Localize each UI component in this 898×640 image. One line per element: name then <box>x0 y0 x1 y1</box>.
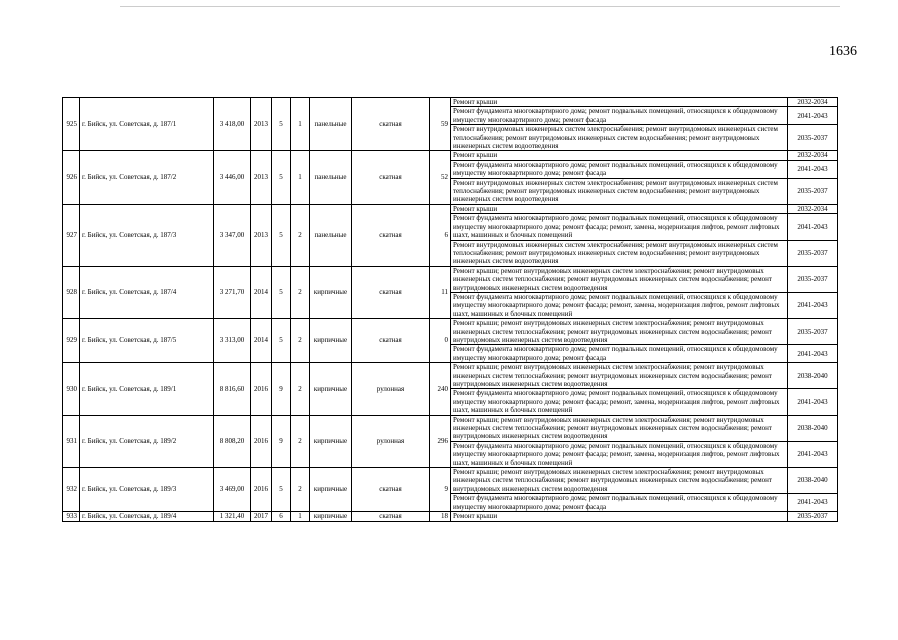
floors-cell: 5 <box>272 319 291 363</box>
period-cell: 2041-2043 <box>788 389 838 415</box>
year-cell: 2013 <box>251 204 272 266</box>
period-cell: 2038-2040 <box>788 363 838 389</box>
work-description-cell: Ремонт фундамента многоквартирного дома; ремонт подвальных помещений, относящихся к общедомовому имуществу многоквартирного дома; ремонт фасада; ремонт, замена, модернизация лифтов, ремонт лифтовых шахт, машинных и блочных помещений <box>451 389 788 415</box>
row-number: 933 <box>63 512 80 521</box>
roof-type-cell: скатная <box>352 319 430 363</box>
wall-material-cell: панельные <box>310 151 352 204</box>
address-cell: г. Бийск, ул. Советская, д. 189/4 <box>80 512 214 521</box>
work-description-cell: Ремонт крыши <box>451 151 788 160</box>
work-description-cell: Ремонт крыши <box>451 98 788 107</box>
period-cell: 2038-2040 <box>788 468 838 494</box>
entrances-cell: 2 <box>291 468 310 512</box>
row-number: 925 <box>63 98 80 151</box>
area-cell: 1 321,40 <box>214 512 251 521</box>
residents-cell: 9 <box>430 468 451 512</box>
period-cell: 2041-2043 <box>788 107 838 125</box>
address-cell: г. Бийск, ул. Советская, д. 187/3 <box>80 204 214 266</box>
work-description-cell: Ремонт фундамента многоквартирного дома; ремонт подвальных помещений, относящихся к общедомовому имуществу многоквартирного дома; ремонт фасада <box>451 160 788 178</box>
roof-type-cell: скатная <box>352 512 430 521</box>
address-cell: г. Бийск, ул. Советская, д. 187/2 <box>80 151 214 204</box>
row-number: 928 <box>63 266 80 318</box>
roof-type-cell: скатная <box>352 468 430 512</box>
table-row <box>63 266 838 292</box>
row-number: 932 <box>63 468 80 512</box>
year-cell: 2013 <box>251 151 272 204</box>
entrances-cell: 1 <box>291 512 310 521</box>
wall-material-cell: панельные <box>310 98 352 151</box>
wall-material-cell: кирпичные <box>310 363 352 415</box>
residents-cell: 52 <box>430 151 451 204</box>
work-description-cell: Ремонт крыши; ремонт внутридомовых инженерных систем электроснабжения; ремонт внутридомовых инженерных систем теплоснабжения; ремонт внутридомовых инженерных систем водоснабжения; ремонт внутридомовых инженерных систем водоотведения <box>451 363 788 389</box>
floors-cell: 5 <box>272 468 291 512</box>
work-description-cell: Ремонт фундамента многоквартирного дома; ремонт подвальных помещений, относящихся к общедомовому имуществу многоквартирного дома; ремонт фасада <box>451 494 788 512</box>
table-row <box>63 98 838 107</box>
address-cell: г. Бийск, ул. Советская, д. 187/1 <box>80 98 214 151</box>
table-row <box>63 151 838 160</box>
floors-cell: 5 <box>272 98 291 151</box>
period-cell: 2035-2037 <box>788 240 838 266</box>
roof-type-cell: скатная <box>352 204 430 266</box>
work-description-cell: Ремонт крыши <box>451 204 788 213</box>
area-cell: 8 808,20 <box>214 415 251 467</box>
roof-type-cell: скатная <box>352 151 430 204</box>
residents-cell: 240 <box>430 363 451 415</box>
period-cell: 2032-2034 <box>788 151 838 160</box>
period-cell: 2041-2043 <box>788 160 838 178</box>
wall-material-cell: кирпичные <box>310 415 352 467</box>
floors-cell: 6 <box>272 512 291 521</box>
row-number: 931 <box>63 415 80 467</box>
entrances-cell: 1 <box>291 151 310 204</box>
period-cell: 2035-2037 <box>788 178 838 204</box>
area-cell: 8 816,60 <box>214 363 251 415</box>
year-cell: 2016 <box>251 363 272 415</box>
roof-type-cell: рулонная <box>352 415 430 467</box>
work-description-cell: Ремонт фундамента многоквартирного дома; ремонт подвальных помещений, относящихся к общедомовому имуществу многоквартирного дома; ремонт фасада; ремонт, замена, модернизация лифтов, ремонт лифтовых шахт, машинных и блочных помещений <box>451 292 788 318</box>
roof-type-cell: скатная <box>352 98 430 151</box>
work-description-cell: Ремонт крыши; ремонт внутридомовых инженерных систем электроснабжения; ремонт внутридомовых инженерных систем теплоснабжения; ремонт внутридомовых инженерных систем водоснабжения; ремонт внутридомовых инженерных систем водоотведения <box>451 266 788 292</box>
period-cell: 2041-2043 <box>788 292 838 318</box>
address-cell: г. Бийск, ул. Советская, д. 187/4 <box>80 266 214 318</box>
period-cell: 2035-2037 <box>788 266 838 292</box>
table-row <box>63 319 838 345</box>
page-number: 1636 <box>829 44 857 59</box>
table-row <box>63 415 838 441</box>
work-description-cell: Ремонт фундамента многоквартирного дома; ремонт подвальных помещений, относящихся к общедомовому имуществу многоквартирного дома; ремонт фасада <box>451 345 788 363</box>
row-number: 930 <box>63 363 80 415</box>
address-cell: г. Бийск, ул. Советская, д. 187/5 <box>80 319 214 363</box>
floors-cell: 5 <box>272 204 291 266</box>
table-row <box>63 363 838 389</box>
period-cell: 2035-2037 <box>788 319 838 345</box>
roof-type-cell: скатная <box>352 266 430 318</box>
period-cell: 2041-2043 <box>788 441 838 467</box>
floors-cell: 9 <box>272 415 291 467</box>
residents-cell: 0 <box>430 319 451 363</box>
residents-cell: 6 <box>430 204 451 266</box>
year-cell: 2016 <box>251 468 272 512</box>
scan-artifact-line <box>120 6 840 7</box>
table-row <box>63 204 838 213</box>
entrances-cell: 2 <box>291 204 310 266</box>
area-cell: 3 313,00 <box>214 319 251 363</box>
year-cell: 2016 <box>251 415 272 467</box>
address-cell: г. Бийск, ул. Советская, д. 189/1 <box>80 363 214 415</box>
table-row <box>63 468 838 494</box>
wall-material-cell: кирпичные <box>310 319 352 363</box>
table-row <box>63 512 838 521</box>
residents-cell: 296 <box>430 415 451 467</box>
work-description-cell: Ремонт фундамента многоквартирного дома; ремонт подвальных помещений, относящихся к общедомовому имуществу многоквартирного дома; ремонт фасада; ремонт, замена, модернизация лифтов, ремонт лифтовых шахт, машинных и блочных помещений <box>451 214 788 240</box>
period-cell: 2038-2040 <box>788 415 838 441</box>
wall-material-cell: кирпичные <box>310 468 352 512</box>
capital-repair-table <box>62 97 838 522</box>
period-cell: 2041-2043 <box>788 214 838 240</box>
wall-material-cell: панельные <box>310 204 352 266</box>
year-cell: 2014 <box>251 319 272 363</box>
row-number: 926 <box>63 151 80 204</box>
address-cell: г. Бийск, ул. Советская, д. 189/2 <box>80 415 214 467</box>
work-description-cell: Ремонт крыши <box>451 512 788 521</box>
row-number: 929 <box>63 319 80 363</box>
wall-material-cell: кирпичные <box>310 512 352 521</box>
period-cell: 2035-2037 <box>788 125 838 151</box>
area-cell: 3 446,00 <box>214 151 251 204</box>
entrances-cell: 2 <box>291 415 310 467</box>
residents-cell: 18 <box>430 512 451 521</box>
work-description-cell: Ремонт фундамента многоквартирного дома; ремонт подвальных помещений, относящихся к общедомовому имуществу многоквартирного дома; ремонт фасада; ремонт, замена, модернизация лифтов, ремонт лифтовых шахт, машинных и блочных помещений <box>451 441 788 467</box>
work-description-cell: Ремонт внутридомовых инженерных систем электроснабжения; ремонт внутридомовых инженерных систем теплоснабжения; ремонт внутридомовых инженерных систем водоснабжения; ремонт внутридомовых инженерных систем водоотведения <box>451 178 788 204</box>
work-description-cell: Ремонт фундамента многоквартирного дома; ремонт подвальных помещений, относящихся к общедомовому имуществу многоквартирного дома; ремонт фасада <box>451 107 788 125</box>
period-cell: 2032-2034 <box>788 204 838 213</box>
period-cell: 2041-2043 <box>788 494 838 512</box>
period-cell: 2032-2034 <box>788 98 838 107</box>
table-body <box>63 98 838 522</box>
area-cell: 3 418,00 <box>214 98 251 151</box>
roof-type-cell: рулонная <box>352 363 430 415</box>
work-description-cell: Ремонт внутридомовых инженерных систем электроснабжения; ремонт внутридомовых инженерных систем теплоснабжения; ремонт внутридомовых инженерных систем водоснабжения; ремонт внутридомовых инженерных систем водоотведения <box>451 125 788 151</box>
address-cell: г. Бийск, ул. Советская, д. 189/3 <box>80 468 214 512</box>
period-cell: 2041-2043 <box>788 345 838 363</box>
row-number: 927 <box>63 204 80 266</box>
year-cell: 2013 <box>251 98 272 151</box>
year-cell: 2017 <box>251 512 272 521</box>
work-description-cell: Ремонт крыши; ремонт внутридомовых инженерных систем электроснабжения; ремонт внутридомовых инженерных систем теплоснабжения; ремонт внутридомовых инженерных систем водоснабжения; ремонт внутридомовых инженерных систем водоотведения <box>451 319 788 345</box>
area-cell: 3 347,00 <box>214 204 251 266</box>
work-description-cell: Ремонт внутридомовых инженерных систем электроснабжения; ремонт внутридомовых инженерных систем теплоснабжения; ремонт внутридомовых инженерных систем водоснабжения; ремонт внутридомовых инженерных систем водоотведения <box>451 240 788 266</box>
floors-cell: 5 <box>272 151 291 204</box>
floors-cell: 9 <box>272 363 291 415</box>
period-cell: 2035-2037 <box>788 512 838 521</box>
work-description-cell: Ремонт крыши; ремонт внутридомовых инженерных систем электроснабжения; ремонт внутридомовых инженерных систем теплоснабжения; ремонт внутридомовых инженерных систем водоснабжения; ремонт внутридомовых инженерных систем водоотведения <box>451 415 788 441</box>
work-description-cell: Ремонт крыши; ремонт внутридомовых инженерных систем электроснабжения; ремонт внутридомовых инженерных систем теплоснабжения; ремонт внутридомовых инженерных систем водоснабжения; ремонт внутридомовых инженерных систем водоотведения <box>451 468 788 494</box>
area-cell: 3 469,00 <box>214 468 251 512</box>
entrances-cell: 1 <box>291 98 310 151</box>
entrances-cell: 2 <box>291 319 310 363</box>
wall-material-cell: кирпичные <box>310 266 352 318</box>
floors-cell: 5 <box>272 266 291 318</box>
entrances-cell: 2 <box>291 363 310 415</box>
area-cell: 3 271,70 <box>214 266 251 318</box>
year-cell: 2014 <box>251 266 272 318</box>
entrances-cell: 2 <box>291 266 310 318</box>
residents-cell: 59 <box>430 98 451 151</box>
residents-cell: 11 <box>430 266 451 318</box>
